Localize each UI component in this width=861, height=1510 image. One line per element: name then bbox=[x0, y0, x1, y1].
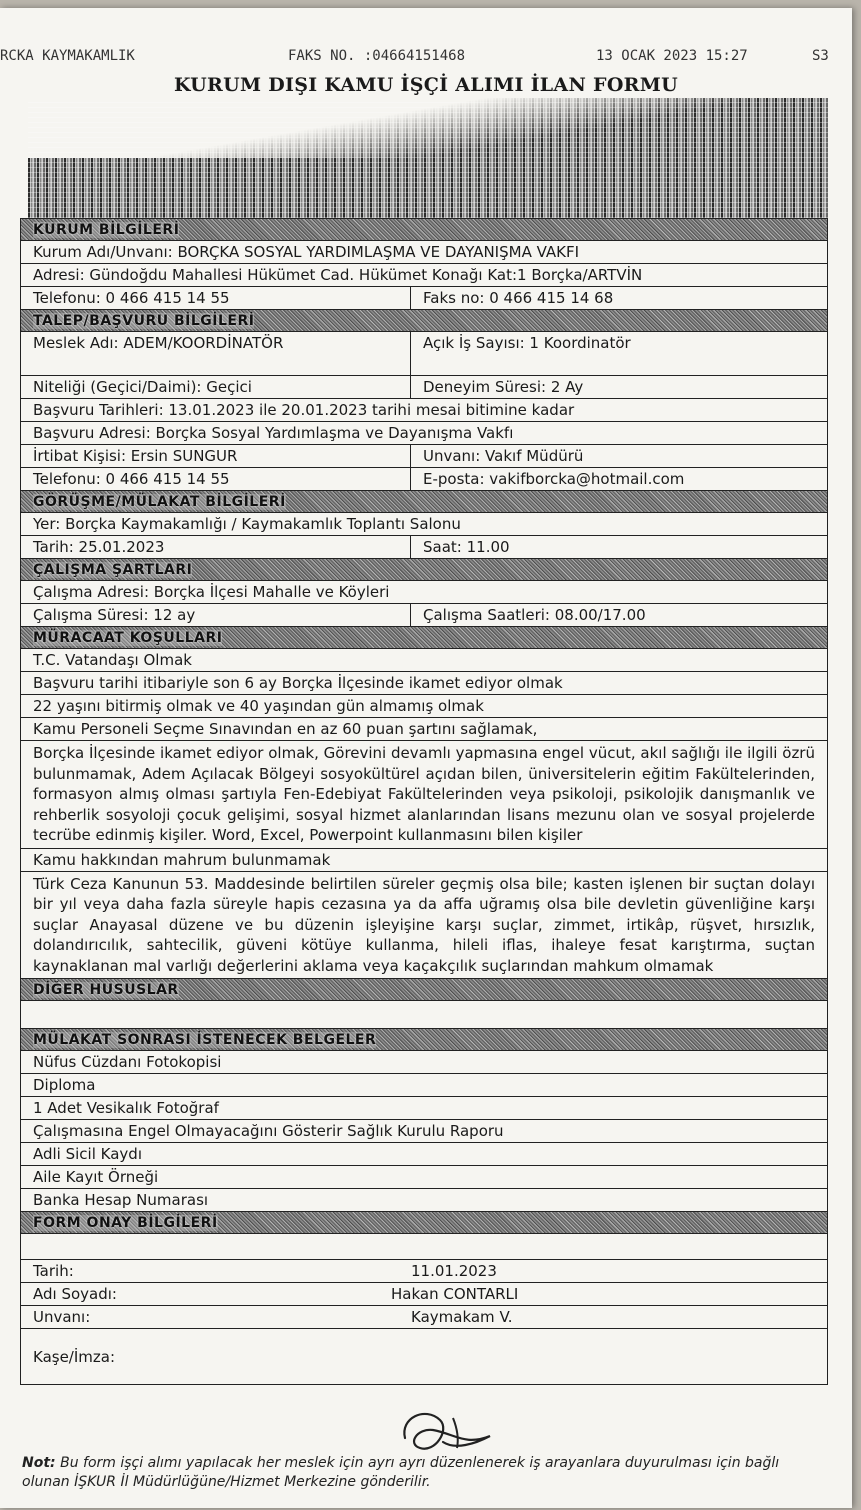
gorusme-tarih: Tarih: 25.01.2023 bbox=[21, 536, 411, 558]
fax-noise-band bbox=[28, 98, 828, 218]
section-kurum: KURUM BİLGİLERİ bbox=[21, 219, 827, 241]
talep-telefon: Telefonu: 0 466 415 14 55 bbox=[21, 468, 411, 490]
talep-eposta: E-posta: vakifborcka@hotmail.com bbox=[423, 470, 685, 488]
calisma-saatler: Çalışma Saatleri: 08.00/17.00 bbox=[423, 606, 646, 624]
gorusme-yer: Yer: Borçka Kaymakamlığı / Kaymakamlık Toplantı Salonu bbox=[21, 513, 827, 536]
fax-datetime: 13 OCAK 2023 15:27 bbox=[596, 48, 748, 64]
belge-item: 1 Adet Vesikalık Fotoğraf bbox=[21, 1097, 827, 1120]
kurum-telefon: Telefonu: 0 466 415 14 55 bbox=[21, 287, 411, 309]
onay-tarih-row bbox=[21, 1260, 827, 1283]
talep-meslek: Meslek Adı: ADEM/KOORDİNATÖR bbox=[21, 332, 411, 375]
section-gorusme: GÖRÜŞME/MÜLAKAT BİLGİLERİ bbox=[21, 491, 827, 513]
kurum-iletisim bbox=[21, 287, 827, 310]
muracaat-item: Kamu Personeli Seçme Sınavından en az 60 puan şartını sağlamak, bbox=[21, 718, 827, 741]
talep-tarihler: Başvuru Tarihleri: 13.01.2023 ile 20.01.2023 tarihi mesai bitimine kadar bbox=[21, 399, 827, 422]
onay-empty-row bbox=[21, 1234, 827, 1260]
kurum-adres: Adresi: Gündoğdu Mahallesi Hükümet Cad. Hükümet Konağı Kat:1 Borçka/ARTVİN bbox=[21, 264, 827, 287]
onay-adi-label: Adı Soyadı: bbox=[33, 1285, 117, 1303]
muracaat-item: Borçka İlçesinde ikamet ediyor olmak, Görevini devamlı yapmasına engel vücut, akıl sağlığı ile ilgili özrü bulunmamak, Adem Açılacak Bölgeyi sosyokültürel açıdan bilen, üniversitelerin eğitim Fakültelerinden, formasyon almış olması şartıyla Fen-Edebiyat Fakültelerinden veya psikoloji, psikolojik danışmanlık ve rehberlik sosyoloji çocuk gelişimi, sosyal hizmet alanlarından lisans mezunu olan ve sosyal projelerde tecrübe edinmiş kişiler. Word, Excel, Powerpoint kullanmasını bilen kişiler bbox=[21, 741, 827, 849]
talep-irtibat-row bbox=[21, 445, 827, 468]
fax-number: FAKS NO. :04664151468 bbox=[288, 48, 466, 64]
belge-item: Nüfus Cüzdanı Fotokopisi bbox=[21, 1051, 827, 1074]
talep-nitelik-row bbox=[21, 376, 827, 399]
onay-tarih: 11.01.2023 bbox=[411, 1262, 497, 1280]
belge-item: Banka Hesap Numarası bbox=[21, 1189, 827, 1212]
onay-kase-label: Kaşe/İmza: bbox=[33, 1348, 116, 1366]
section-talep: TALEP/BAŞVURU BİLGİLERİ bbox=[21, 310, 827, 332]
form-title: KURUM DIŞI KAMU İŞÇİ ALIMI İLAN FORMU bbox=[174, 74, 678, 96]
talep-iletisim-row bbox=[21, 468, 827, 491]
onay-kase-row bbox=[21, 1329, 827, 1385]
footer-note-label: Not: bbox=[22, 1455, 56, 1471]
muracaat-item: Başvuru tarihi itibariyle son 6 ay Borçka İlçesinde ikamet ediyor olmak bbox=[21, 672, 827, 695]
talep-nitelik: Niteliği (Geçici/Daimi): Geçici bbox=[21, 376, 411, 398]
section-diger: DİĞER HUSUSLAR bbox=[21, 979, 827, 1001]
onay-adi-row bbox=[21, 1283, 827, 1306]
onay-unvan-row bbox=[21, 1306, 827, 1329]
onay-unvan: Kaymakam V. bbox=[411, 1308, 513, 1326]
muracaat-item: Kamu hakkından mahrum bulunmamak bbox=[21, 849, 827, 872]
belge-item: Çalışmasına Engel Olmayacağını Gösterir Sağlık Kurulu Raporu bbox=[21, 1120, 827, 1143]
fax-header bbox=[0, 48, 852, 72]
belge-item: Diploma bbox=[21, 1074, 827, 1097]
fax-sender: RCKA KAYMAKAMLIK bbox=[0, 48, 135, 64]
footer-note bbox=[22, 1454, 812, 1492]
onay-unvan-label: Unvanı: bbox=[33, 1308, 91, 1326]
belge-item: Aile Kayıt Örneği bbox=[21, 1166, 827, 1189]
muracaat-item: Türk Ceza Kanunun 53. Maddesinde belirtilen süreler geçmiş olsa bile; kasten işlenen bir suçtan dolayı bir yıl veya daha fazla süreyle hapis cezasına ya da affa uğramış olsa bile devletin güvenliğine karşı suçlar Anayasal düzene ve bu düzenin işleyişine karşı suçlar, zimmet, irtikâp, rüşvet, hırsızlık, dolandırıcılık, sahtecilik, güveni kötüye kullanma, hileli iflas, ihaleye fesat karıştırma, suçtan kaynaklanan mal varlığı değerlerini aklama veya kaçakçılık suçlarından mahkum olmamak bbox=[21, 872, 827, 980]
talep-meslek-row bbox=[21, 332, 827, 376]
calisma-sure-row bbox=[21, 604, 827, 627]
section-calisma: ÇALIŞMA ŞARTLARI bbox=[21, 559, 827, 581]
talep-adres: Başvuru Adresi: Borçka Sosyal Yardımlaşma ve Dayanışma Vakfı bbox=[21, 422, 827, 445]
diger-empty-row bbox=[21, 1001, 827, 1029]
talep-deneyim: Deneyim Süresi: 2 Ay bbox=[423, 378, 584, 396]
calisma-sure: Çalışma Süresi: 12 ay bbox=[21, 604, 411, 626]
section-muracaat: MÜRACAAT KOŞULLARI bbox=[21, 627, 827, 649]
talep-unvan: Unvanı: Vakıf Müdürü bbox=[423, 447, 584, 465]
muracaat-item: 22 yaşını bitirmiş olmak ve 40 yaşından gün almamış olmak bbox=[21, 695, 827, 718]
calisma-adres: Çalışma Adresi: Borçka İlçesi Mahalle ve Köyleri bbox=[21, 581, 827, 604]
footer-note-text: Bu form işçi alımı yapılacak her meslek için ayrı ayrı düzenlenerek iş arayanlara duyurulması için bağlı olunan İŞKUR İl Müdürlüğüne/Hizmet Merkezine gönderilir. bbox=[22, 1455, 780, 1490]
section-belgeler: MÜLAKAT SONRASI İSTENECEK BELGELER bbox=[21, 1029, 827, 1051]
form-table bbox=[20, 218, 828, 1385]
gorusme-saat: Saat: 11.00 bbox=[423, 538, 510, 556]
belge-item: Adli Sicil Kaydı bbox=[21, 1143, 827, 1166]
muracaat-item: T.C. Vatandaşı Olmak bbox=[21, 649, 827, 672]
kurum-adi: Kurum Adı/Unvanı: BORÇKA SOSYAL YARDIMLAŞMA VE DAYANIŞMA VAKFI bbox=[21, 241, 827, 264]
signature-mark bbox=[395, 1398, 515, 1460]
gorusme-zaman-row bbox=[21, 536, 827, 559]
onay-tarih-label: Tarih: bbox=[33, 1262, 74, 1280]
section-onay: FORM ONAY BİLGİLERİ bbox=[21, 1212, 827, 1234]
kurum-faks: Faks no: 0 466 415 14 68 bbox=[423, 289, 614, 307]
fax-page-number: S3 bbox=[812, 48, 829, 64]
onay-adi: Hakan CONTARLI bbox=[391, 1285, 519, 1303]
talep-irtibat: İrtibat Kişisi: Ersin SUNGUR bbox=[21, 445, 411, 467]
talep-acik-is: Açık İş Sayısı: 1 Koordinatör bbox=[423, 334, 631, 352]
